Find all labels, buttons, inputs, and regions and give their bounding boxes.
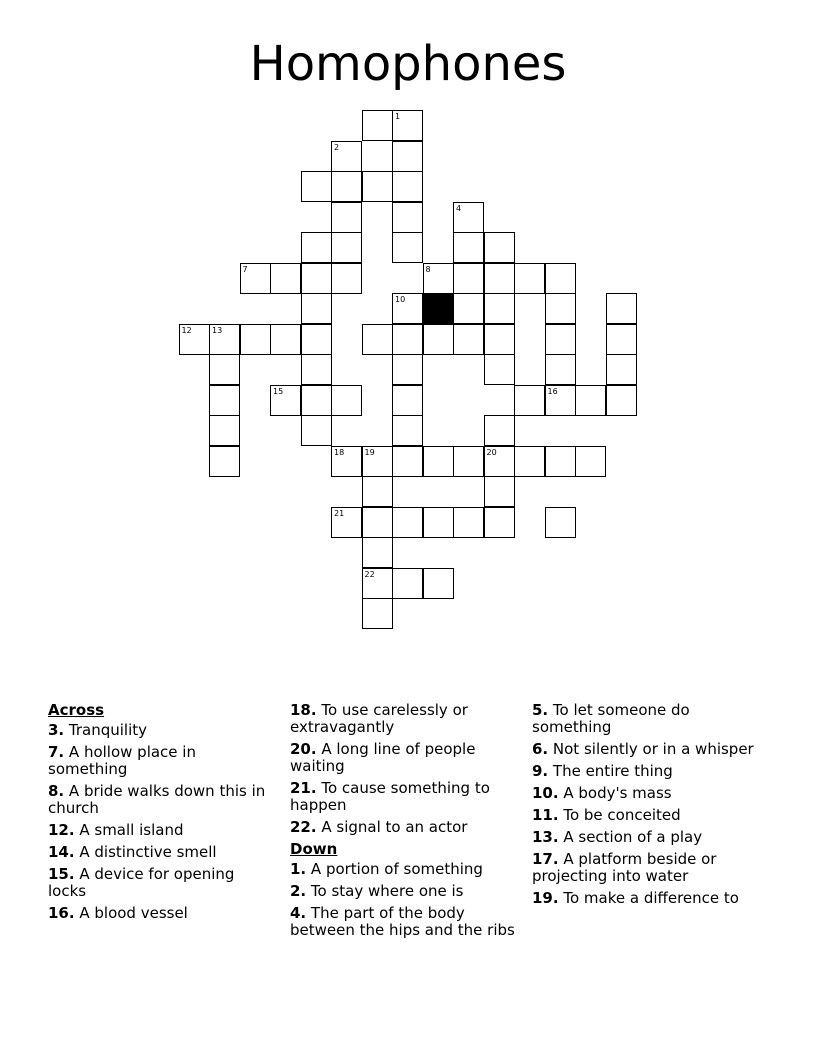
clue-text: Tranquility (64, 721, 148, 739)
clue-text: A small island (74, 821, 184, 839)
grid-cell[interactable] (453, 293, 484, 324)
clue-number: 1 (395, 112, 401, 121)
grid-cell[interactable] (392, 507, 423, 538)
clue-number: 20 (486, 447, 497, 457)
clue-column-1 (48, 702, 276, 927)
grid-cell[interactable] (301, 354, 332, 385)
grid-cell[interactable] (545, 354, 576, 385)
clue-item (290, 861, 520, 878)
clue-label: 15. (48, 865, 75, 883)
grid-cell[interactable] (209, 354, 240, 385)
down-heading: Down (290, 840, 338, 858)
clue-text: A distinctive smell (74, 843, 217, 861)
grid-cell[interactable] (270, 263, 301, 294)
clue-label: 8. (48, 782, 65, 800)
clue-text: To be conceited (558, 806, 681, 824)
clue-item (48, 844, 276, 861)
grid-cell[interactable] (545, 263, 576, 294)
grid-cell[interactable] (484, 232, 515, 263)
grid-cell[interactable] (575, 446, 606, 477)
clue-column-2 (290, 702, 520, 944)
clue-text: A hollow place in something (48, 743, 196, 778)
clue-number: 21 (334, 508, 345, 518)
grid-cell[interactable] (362, 446, 393, 477)
clue-label: 20. (290, 740, 317, 758)
grid-cell[interactable] (362, 568, 393, 599)
clue-text: A device for opening locks (48, 865, 235, 900)
grid-cell[interactable] (331, 171, 362, 202)
grid-cell[interactable] (484, 476, 515, 507)
clue-item (532, 763, 764, 780)
clue-text: A signal to an actor (316, 818, 468, 836)
grid-cell[interactable] (484, 507, 515, 538)
clue-item (290, 819, 520, 836)
grid-cell[interactable] (392, 171, 423, 202)
clue-label: 12. (48, 821, 75, 839)
clue-item (290, 741, 520, 775)
clue-item (48, 783, 276, 817)
grid-cell[interactable] (362, 110, 393, 141)
grid-cell[interactable] (484, 324, 515, 355)
clue-number: 10 (395, 295, 406, 304)
clue-item (48, 744, 276, 778)
clue-item (532, 829, 764, 846)
grid-cell[interactable] (362, 171, 393, 202)
grid-cell[interactable] (240, 263, 271, 294)
clue-item (290, 883, 520, 900)
grid-cell[interactable] (392, 446, 423, 477)
clue-item (290, 905, 520, 939)
grid-cell[interactable] (209, 446, 240, 477)
grid-cell[interactable] (545, 385, 576, 416)
clue-text: The part of the body between the hips and the ribs (290, 904, 515, 939)
grid-cell[interactable] (362, 324, 393, 355)
grid-cell[interactable] (545, 507, 576, 538)
grid-cell[interactable] (392, 293, 423, 324)
clue-text: A section of a play (558, 828, 703, 846)
clue-number: 18 (334, 447, 345, 457)
clue-text: A portion of something (306, 860, 483, 878)
grid-cell[interactable] (301, 263, 332, 294)
clue-number: 22 (364, 569, 375, 579)
clue-item (532, 741, 764, 758)
grid-cell[interactable] (301, 171, 332, 202)
grid-cell[interactable] (240, 324, 271, 355)
grid-cell[interactable] (209, 324, 240, 355)
grid-cell[interactable] (453, 324, 484, 355)
grid-cell[interactable] (545, 446, 576, 477)
clue-item (532, 851, 764, 885)
grid-cell[interactable] (453, 446, 484, 477)
clue-text: A platform beside or projecting into water (532, 850, 717, 885)
grid-cell[interactable] (514, 446, 545, 477)
clue-label: 7. (48, 743, 65, 761)
grid-cell[interactable] (331, 232, 362, 263)
grid-cell[interactable] (301, 324, 332, 355)
grid-cell[interactable] (423, 568, 454, 599)
grid-cell[interactable] (484, 446, 515, 477)
grid-cell[interactable] (392, 110, 423, 141)
clue-item (532, 807, 764, 824)
grid-cell[interactable] (423, 263, 454, 294)
clue-item (532, 702, 764, 736)
clue-column-3 (532, 702, 764, 912)
clue-text: To use carelessly or extravagantly (290, 701, 468, 736)
clue-label: 14. (48, 843, 75, 861)
grid-cell[interactable] (514, 385, 545, 416)
clue-text: To let someone do something (532, 701, 690, 736)
clue-label: 4. (290, 904, 307, 922)
clue-number: 12 (181, 325, 192, 335)
clue-item (532, 785, 764, 802)
grid-cell[interactable] (362, 476, 393, 507)
grid-cell[interactable] (179, 324, 210, 355)
clue-text: Not silently or in a whisper (548, 740, 754, 758)
grid-cell[interactable] (575, 385, 606, 416)
clue-number: 8 (425, 264, 431, 274)
clue-number: 7 (242, 264, 248, 274)
grid-cell[interactable] (484, 354, 515, 385)
clue-label: 10. (532, 784, 559, 802)
clue-number: 19 (364, 447, 375, 457)
grid-cell[interactable] (453, 202, 484, 233)
clue-number: 2 (334, 142, 340, 152)
clue-label: 6. (532, 740, 549, 758)
grid-cell[interactable] (301, 293, 332, 324)
clue-number: 15 (273, 386, 284, 396)
grid-cell[interactable] (209, 415, 240, 446)
clue-item (290, 702, 520, 736)
page-title: Homophones (249, 36, 567, 92)
clue-label: 13. (532, 828, 559, 846)
clue-item (48, 822, 276, 839)
grid-cell[interactable] (484, 263, 515, 294)
clue-item (48, 905, 276, 922)
clue-label: 9. (532, 762, 549, 780)
grid-cell[interactable] (331, 385, 362, 416)
grid-cell[interactable] (331, 141, 362, 172)
clue-number: 4 (456, 203, 462, 213)
clue-label: 16. (48, 904, 75, 922)
grid-cell[interactable] (484, 415, 515, 446)
clue-label: 22. (290, 818, 317, 836)
grid-cell[interactable] (453, 232, 484, 263)
grid-cell[interactable] (545, 293, 576, 324)
grid-cell[interactable] (606, 385, 637, 416)
grid-cell[interactable] (392, 324, 423, 355)
grid-cell[interactable] (423, 446, 454, 477)
grid-cell[interactable] (392, 141, 423, 172)
clue-item (532, 890, 764, 907)
grid-cell[interactable] (484, 293, 515, 324)
clue-label: 18. (290, 701, 317, 719)
grid-cell[interactable] (606, 354, 637, 385)
grid-cell[interactable] (362, 507, 393, 538)
grid-cell[interactable] (270, 324, 301, 355)
grid-cell[interactable] (331, 263, 362, 294)
grid-cell[interactable] (301, 385, 332, 416)
clue-label: 5. (532, 701, 549, 719)
clue-label: 3. (48, 721, 65, 739)
grid-cell[interactable] (514, 263, 545, 294)
clue-number: 13 (212, 325, 223, 335)
clue-label: 11. (532, 806, 559, 824)
grid-cell[interactable] (606, 293, 637, 324)
clue-text: To cause something to happen (290, 779, 490, 814)
clue-text: To stay where one is (306, 882, 464, 900)
grid-cell[interactable] (301, 415, 332, 446)
clue-label: 1. (290, 860, 307, 878)
grid-cell[interactable] (392, 568, 423, 599)
clue-label: 19. (532, 889, 559, 907)
grid-cell[interactable] (301, 232, 332, 263)
clue-item (290, 780, 520, 814)
across-heading: Across (48, 701, 105, 719)
grid-cell[interactable] (606, 324, 637, 355)
black-square (423, 293, 454, 324)
clue-label: 21. (290, 779, 317, 797)
grid-cell[interactable] (331, 202, 362, 233)
grid-cell[interactable] (331, 507, 362, 538)
clue-item (48, 866, 276, 900)
clue-text: A bride walks down this in church (48, 782, 266, 817)
clue-item (48, 722, 276, 739)
clue-text: The entire thing (548, 762, 673, 780)
clue-text: A body's mass (558, 784, 672, 802)
clue-label: 2. (290, 882, 307, 900)
clue-text: To make a difference to (558, 889, 739, 907)
grid-cell[interactable] (423, 507, 454, 538)
grid-cell[interactable] (392, 415, 423, 446)
grid-cell[interactable] (545, 324, 576, 355)
grid-cell[interactable] (209, 385, 240, 416)
clue-text: A blood vessel (74, 904, 188, 922)
grid-cell[interactable] (423, 324, 454, 355)
grid-cell[interactable] (392, 385, 423, 416)
grid-cell[interactable] (453, 263, 484, 294)
grid-cell[interactable] (392, 202, 423, 233)
grid-cell[interactable] (331, 446, 362, 477)
clue-number: 16 (547, 386, 558, 396)
grid-cell[interactable] (362, 598, 393, 629)
clue-label: 17. (532, 850, 559, 868)
grid-cell[interactable] (392, 354, 423, 385)
grid-cell[interactable] (362, 537, 393, 568)
grid-cell[interactable] (453, 507, 484, 538)
clue-text: A long line of people waiting (290, 740, 476, 775)
grid-cell[interactable] (392, 232, 423, 263)
grid-cell[interactable] (270, 385, 301, 416)
